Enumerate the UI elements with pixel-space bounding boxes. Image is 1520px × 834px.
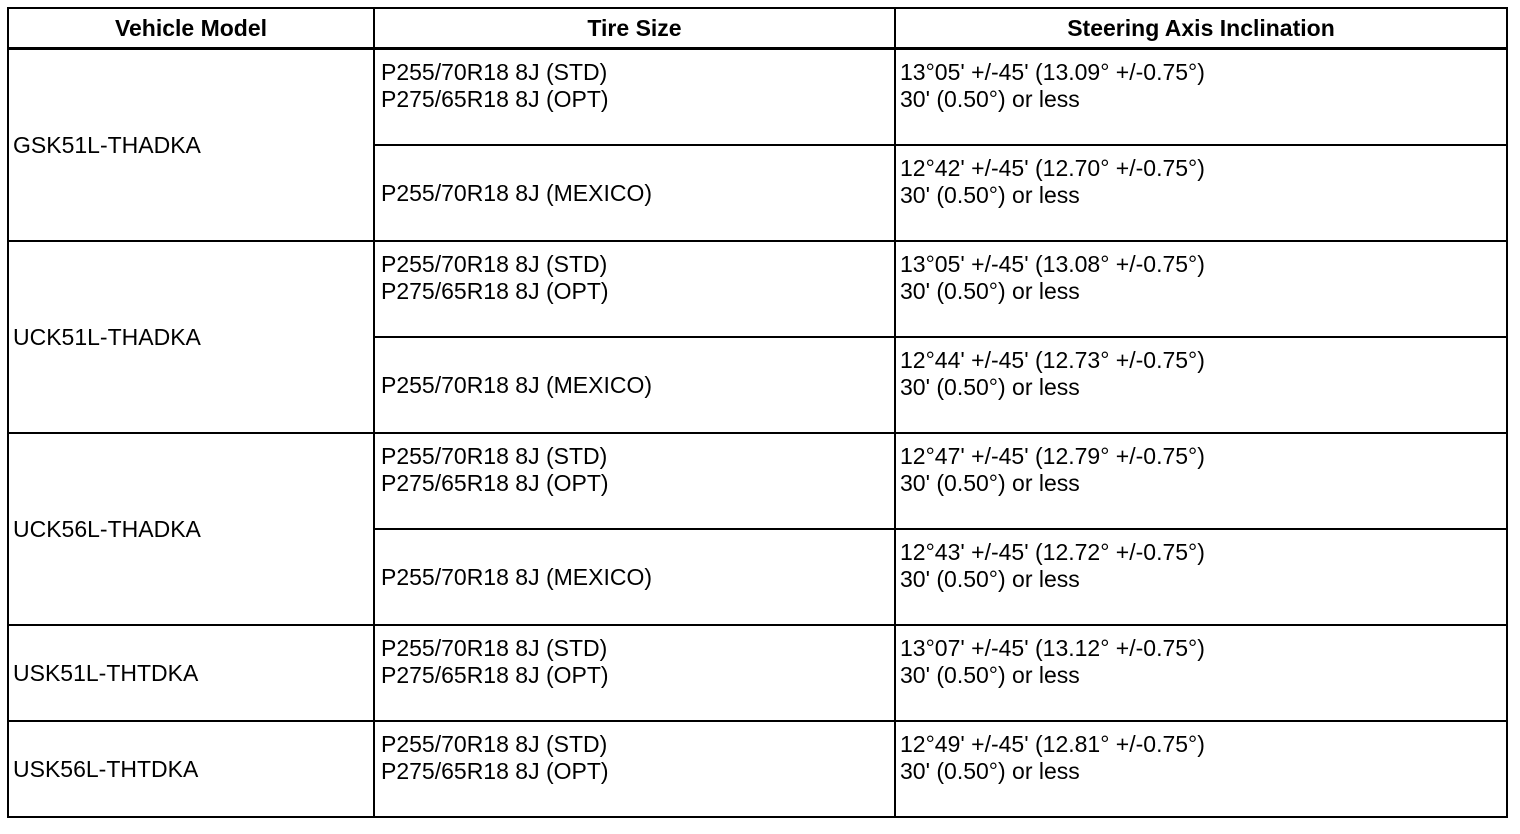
sai-tolerance: 30' (0.50°) or less bbox=[900, 662, 1080, 688]
tire-size-cell bbox=[374, 433, 895, 529]
tire-size-mexico: P255/70R18 8J (MEXICO) bbox=[381, 564, 653, 590]
vehicle-model-cell: GSK51L-THADKA bbox=[8, 49, 374, 242]
tire-size-std: P255/70R18 8J (STD) bbox=[381, 443, 608, 469]
tire-size-cell bbox=[374, 241, 895, 337]
tire-size-cell bbox=[374, 529, 895, 625]
sai-value: 13°05' +/-45' (13.08° +/-0.75°) bbox=[900, 251, 1205, 277]
tire-size-cell bbox=[374, 145, 895, 241]
sai-cell bbox=[895, 529, 1507, 625]
table-row bbox=[8, 49, 1507, 146]
steering-axis-inclination-table bbox=[7, 7, 1508, 818]
sai-cell bbox=[895, 721, 1507, 817]
tire-size-std: P255/70R18 8J (STD) bbox=[381, 59, 608, 85]
sai-value: 12°49' +/-45' (12.81° +/-0.75°) bbox=[900, 731, 1205, 757]
table-row bbox=[8, 625, 1507, 721]
sai-tolerance: 30' (0.50°) or less bbox=[900, 278, 1080, 304]
vehicle-model-cell: USK56L-THTDKA bbox=[8, 721, 374, 817]
tire-size-cell bbox=[374, 721, 895, 817]
sai-tolerance: 30' (0.50°) or less bbox=[900, 374, 1080, 400]
sai-value: 13°05' +/-45' (13.09° +/-0.75°) bbox=[900, 59, 1205, 85]
sai-cell bbox=[895, 433, 1507, 529]
sai-tolerance: 30' (0.50°) or less bbox=[900, 86, 1080, 112]
vehicle-model-cell: UCK51L-THADKA bbox=[8, 241, 374, 433]
sai-cell bbox=[895, 337, 1507, 433]
tire-size-std: P255/70R18 8J (STD) bbox=[381, 731, 608, 757]
header-tire-size: Tire Size bbox=[374, 8, 895, 49]
sai-value: 13°07' +/-45' (13.12° +/-0.75°) bbox=[900, 635, 1205, 661]
tire-size-cell bbox=[374, 625, 895, 721]
tire-size-opt: P275/65R18 8J (OPT) bbox=[381, 662, 609, 688]
sai-value: 12°44' +/-45' (12.73° +/-0.75°) bbox=[900, 347, 1205, 373]
header-steering-axis-inclination: Steering Axis Inclination bbox=[895, 8, 1507, 49]
sai-value: 12°43' +/-45' (12.72° +/-0.75°) bbox=[900, 539, 1205, 565]
table-row bbox=[8, 241, 1507, 337]
tire-size-cell bbox=[374, 337, 895, 433]
tire-size-std: P255/70R18 8J (STD) bbox=[381, 635, 608, 661]
table-row bbox=[8, 721, 1507, 817]
tire-size-std: P255/70R18 8J (STD) bbox=[381, 251, 608, 277]
sai-cell bbox=[895, 145, 1507, 241]
header-row bbox=[8, 8, 1507, 49]
sai-tolerance: 30' (0.50°) or less bbox=[900, 758, 1080, 784]
sai-tolerance: 30' (0.50°) or less bbox=[900, 470, 1080, 496]
sai-value: 12°42' +/-45' (12.70° +/-0.75°) bbox=[900, 155, 1205, 181]
sai-tolerance: 30' (0.50°) or less bbox=[900, 182, 1080, 208]
sai-tolerance: 30' (0.50°) or less bbox=[900, 566, 1080, 592]
tire-size-opt: P275/65R18 8J (OPT) bbox=[381, 470, 609, 496]
tire-size-cell bbox=[374, 49, 895, 146]
vehicle-model-cell: UCK56L-THADKA bbox=[8, 433, 374, 625]
sai-cell bbox=[895, 49, 1507, 146]
table-row bbox=[8, 433, 1507, 529]
tire-size-opt: P275/65R18 8J (OPT) bbox=[381, 758, 609, 784]
tire-size-opt: P275/65R18 8J (OPT) bbox=[381, 86, 609, 112]
sai-value: 12°47' +/-45' (12.79° +/-0.75°) bbox=[900, 443, 1205, 469]
sai-cell bbox=[895, 625, 1507, 721]
tire-size-mexico: P255/70R18 8J (MEXICO) bbox=[381, 372, 653, 398]
tire-size-mexico: P255/70R18 8J (MEXICO) bbox=[381, 180, 653, 206]
header-vehicle-model: Vehicle Model bbox=[8, 8, 374, 49]
tire-size-opt: P275/65R18 8J (OPT) bbox=[381, 278, 609, 304]
sai-cell bbox=[895, 241, 1507, 337]
vehicle-model-cell: USK51L-THTDKA bbox=[8, 625, 374, 721]
